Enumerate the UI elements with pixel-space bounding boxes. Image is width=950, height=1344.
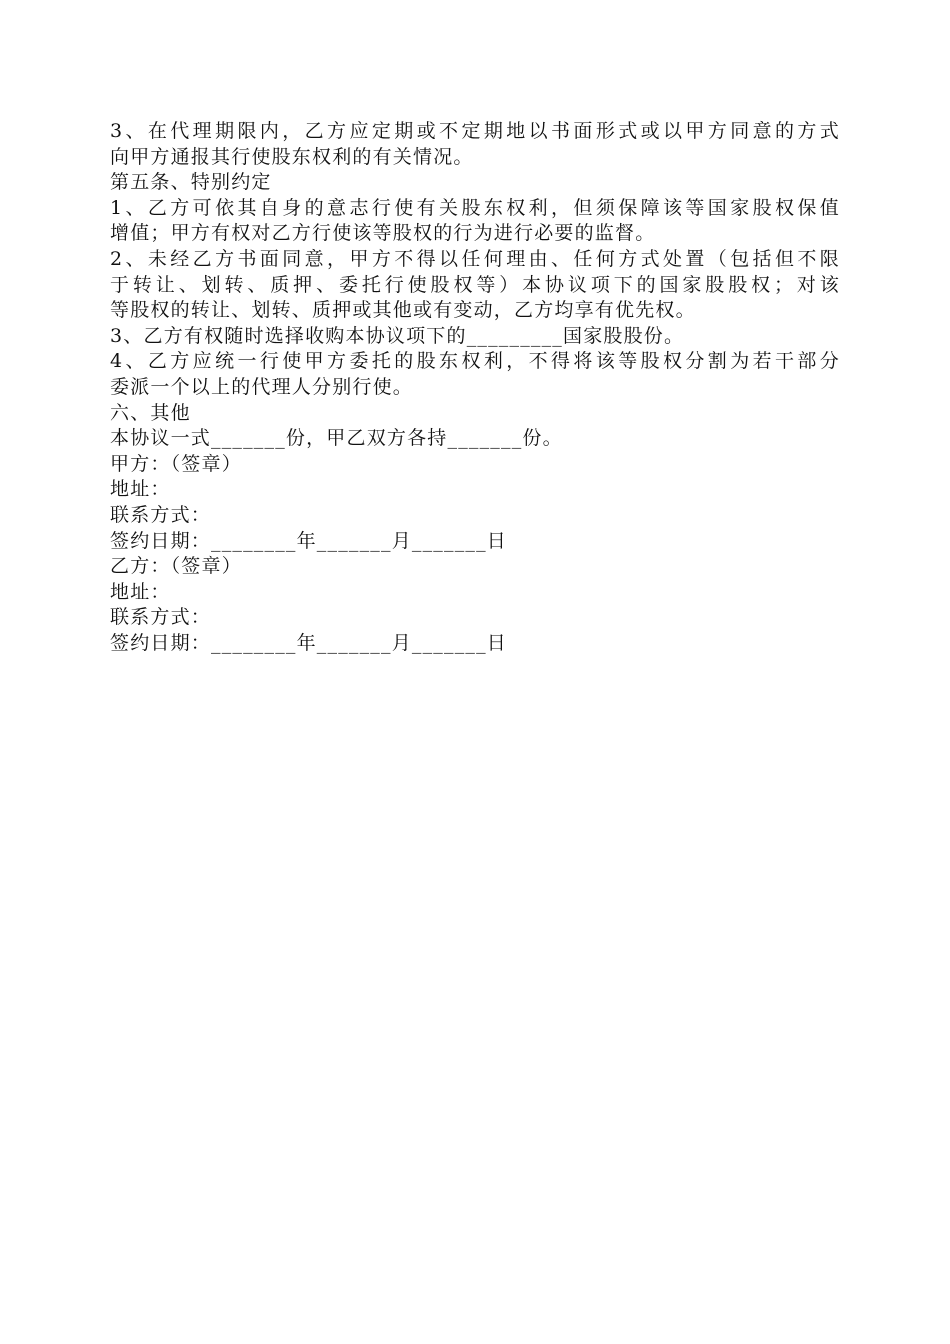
party-a-contact: 联系方式： xyxy=(110,503,212,526)
party-b-label: 乙方：（签章） xyxy=(110,555,242,578)
text-line: 委派一个以上的代理人分别行使。 xyxy=(110,375,414,398)
section-heading: 第五条、特别约定 xyxy=(110,171,272,194)
text-line: 本协议一式_______份，甲乙双方各持_______份。 xyxy=(110,427,563,450)
text-line: 4、乙方应统一行使甲方委托的股东权利，不得将该等股权分割为若干部分 xyxy=(110,350,840,373)
text-line: 增值；甲方有权对乙方行使该等股权的行为进行必要的监督。 xyxy=(110,222,656,245)
text-line: 等股权的转让、划转、质押或其他或有变动，乙方均享有优先权。 xyxy=(110,299,696,322)
section-heading: 六、其他 xyxy=(110,401,191,424)
text-line: 3、乙方有权随时选择收购本协议项下的_________国家股股份。 xyxy=(110,324,685,347)
text-line: 于转让、划转、质押、委托行使股权等）本协议项下的国家股股权；对该 xyxy=(110,273,840,296)
party-a-label: 甲方：（签章） xyxy=(110,452,242,475)
text-line: 向甲方通报其行使股东权利的有关情况。 xyxy=(110,145,474,168)
party-a-address: 地址： xyxy=(110,478,171,501)
party-b-contact: 联系方式： xyxy=(110,606,212,629)
party-a-sign-date: 签约日期：________年_______月_______日 xyxy=(110,529,508,552)
party-b-sign-date: 签约日期：________年_______月_______日 xyxy=(110,631,508,654)
document-body xyxy=(110,119,840,656)
text-line: 3、在代理期限内，乙方应定期或不定期地以书面形式或以甲方同意的方式 xyxy=(110,120,840,142)
text-line: 2、未经乙方书面同意，甲方不得以任何理由、任何方式处置（包括但不限 xyxy=(110,247,840,270)
text-line: 1、乙方可依其自身的意志行使有关股东权利，但须保障该等国家股权保值 xyxy=(110,196,840,219)
party-b-address: 地址： xyxy=(110,580,171,603)
